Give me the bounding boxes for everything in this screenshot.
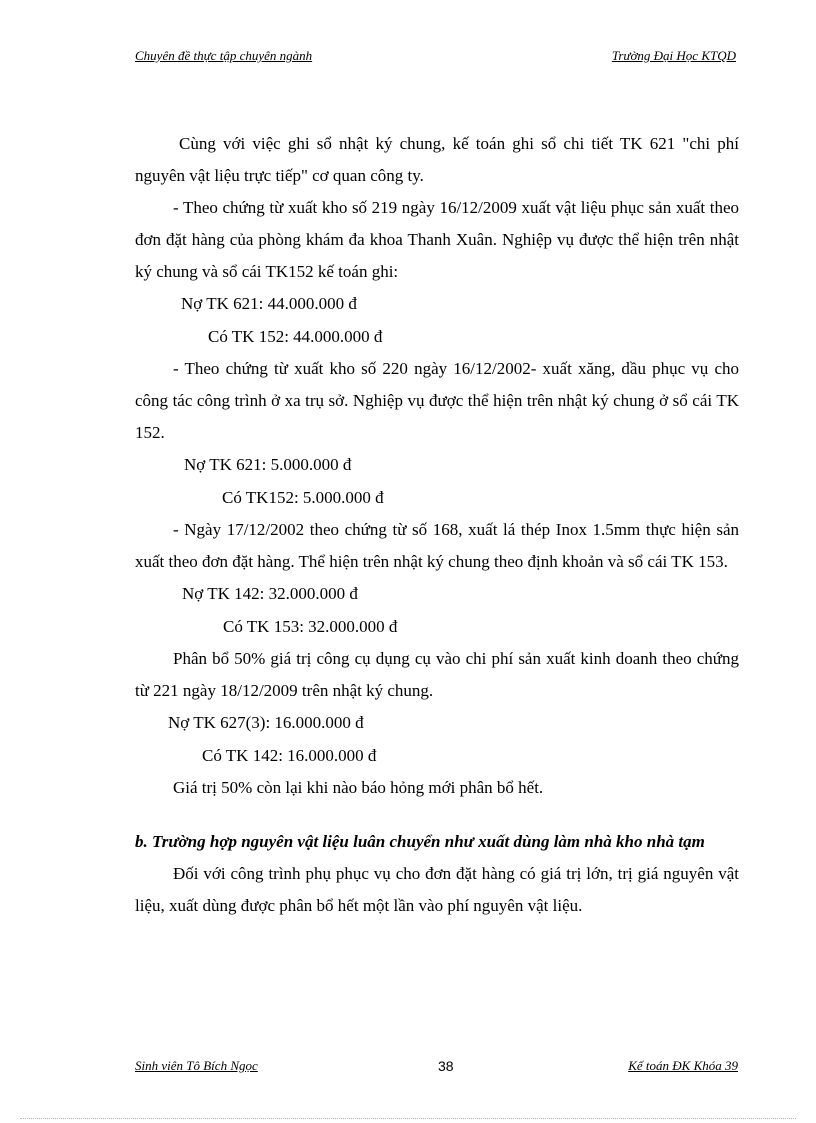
entry-1-credit: Có TK 152: 44.000.000 đ bbox=[208, 326, 383, 346]
paragraph-3: - Ngày 17/12/2002 theo chứng từ số 168, xuất lá thép Inox 1.5mm thực hiện sản xuất theo đơn đặt hàng. Thể hiện trên nhật ký chung theo định khoản và sổ cái TK 153. bbox=[135, 520, 739, 571]
paragraph-1: - Theo chứng từ xuất kho số 219 ngày 16/12/2009 xuất vật liệu phục sản xuất theo đơn đặt hàng của phòng khám đa khoa Thanh Xuân. Nghiệp vụ được thể hiện trên nhật ký chung và sổ cái TK152 kế toán ghi: bbox=[135, 198, 739, 281]
section-b-heading: b. Trường hợp nguyên vật liệu luân chuyển như xuất dùng làm nhà kho nhà tạm bbox=[135, 832, 705, 851]
entry-2-credit: Có TK152: 5.000.000 đ bbox=[222, 487, 384, 507]
entry-4-credit: Có TK 142: 16.000.000 đ bbox=[202, 745, 377, 765]
header-left: Chuyên đề thực tập chuyên ngành bbox=[135, 48, 313, 63]
entry-1-debit: Nợ TK 621: 44.000.000 đ bbox=[181, 294, 357, 313]
page-number: 38 bbox=[438, 1058, 454, 1074]
header-right: Trường Đại Học KTQD bbox=[611, 48, 736, 63]
section-b-text: Đối với công trình phụ phục vụ cho đơn đặt hàng có giá trị lớn, trị giá nguyên vật liệu, xuất dùng được phân bổ hết một lần vào phí nguyên vật liệu. bbox=[135, 864, 739, 915]
paragraph-intro: Cùng với việc ghi sổ nhật ký chung, kế toán ghi sổ chi tiết TK 621 "chi phí nguyên vật liệu trực tiếp" cơ quan công ty. bbox=[135, 134, 739, 185]
paragraph-2: - Theo chứng từ xuất kho số 220 ngày 16/12/2002- xuất xăng, dầu phục vụ cho công tác công trình ở xa trụ sở. Nghiệp vụ được thể hiện trên nhật ký chung ở sổ cái TK 152. bbox=[135, 359, 739, 442]
entry-4-debit: Nợ TK 627(3): 16.000.000 đ bbox=[168, 713, 364, 732]
entry-2-debit: Nợ TK 621: 5.000.000 đ bbox=[184, 455, 352, 474]
document-body bbox=[135, 128, 739, 922]
entry-3-debit: Nợ TK 142: 32.000.000 đ bbox=[182, 584, 358, 603]
paragraph-4: Phân bổ 50% giá trị công cụ dụng cụ vào chi phí sản xuất kinh doanh theo chứng từ 221 ngày 18/12/2009 trên nhật ký chung. bbox=[135, 649, 739, 700]
paragraph-5: Giá trị 50% còn lại khi nào báo hỏng mới phân bổ hết. bbox=[173, 778, 544, 797]
entry-3-credit: Có TK 153: 32.000.000 đ bbox=[223, 616, 398, 636]
page-edge-divider bbox=[20, 1118, 796, 1119]
footer-left: Sinh viên Tô Bích Ngọc bbox=[135, 1058, 258, 1073]
footer-right: Kế toán ĐK Khóa 39 bbox=[628, 1058, 738, 1073]
